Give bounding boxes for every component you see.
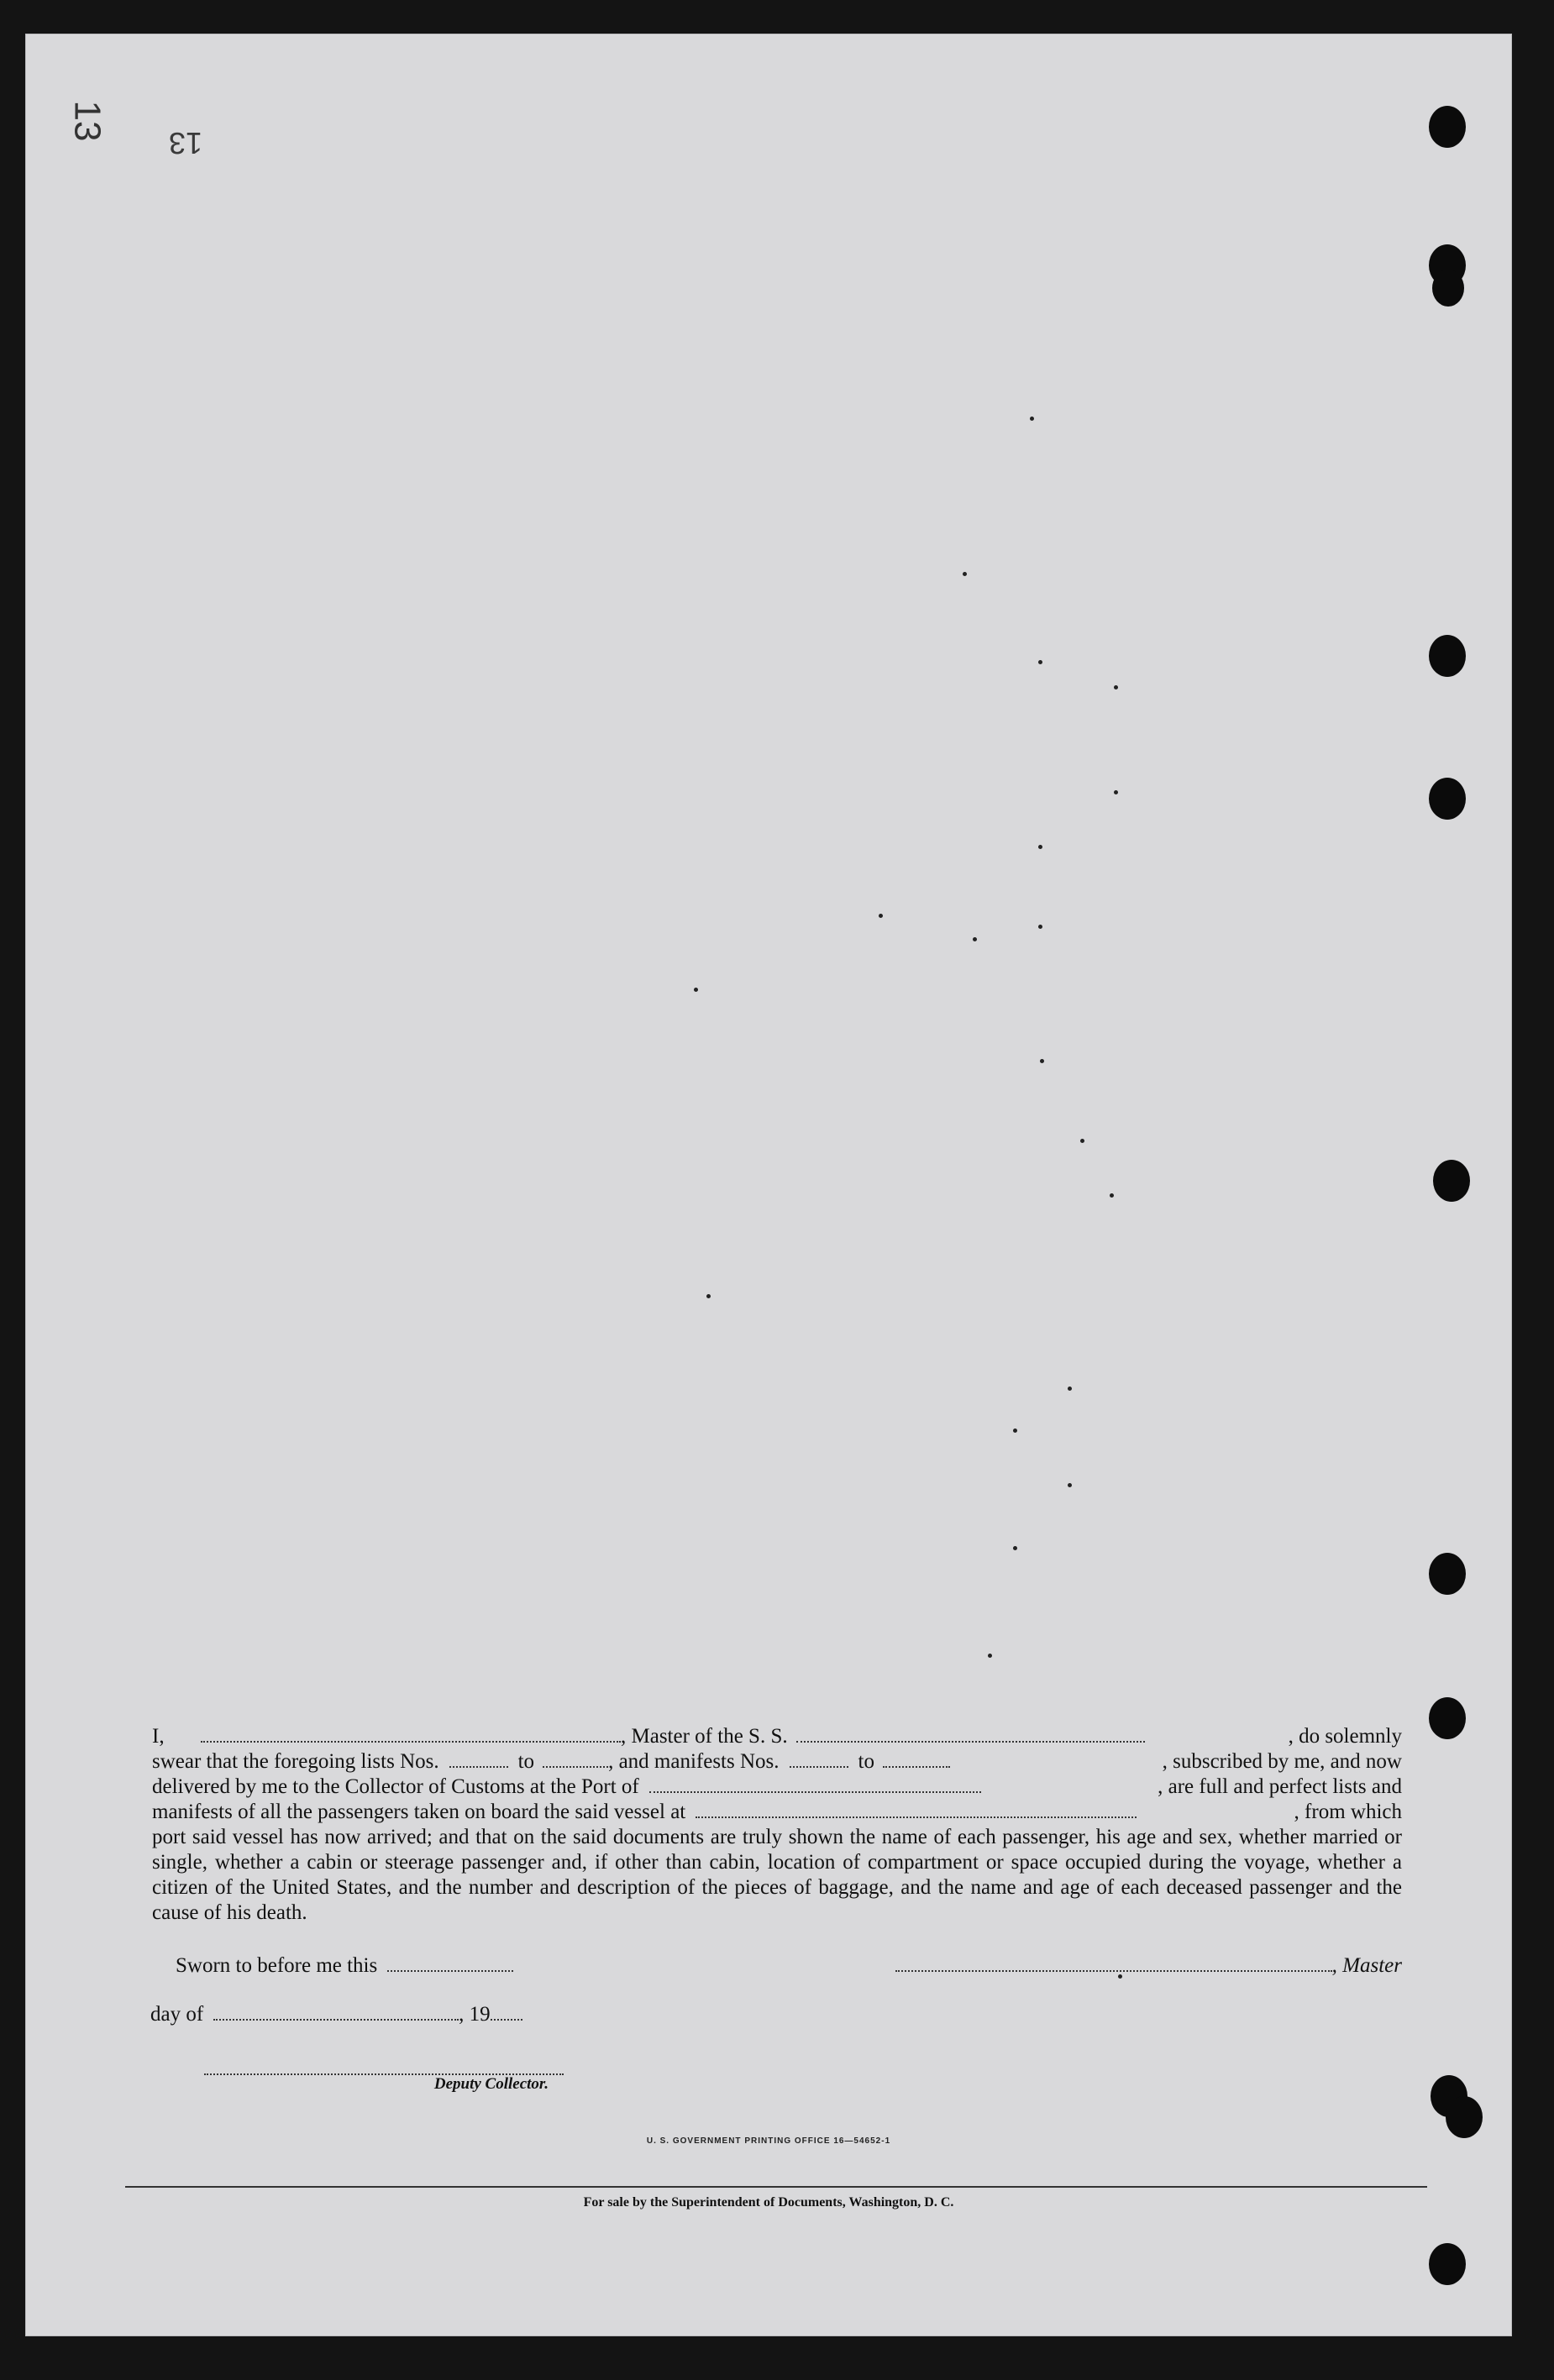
port-blank (649, 1775, 981, 1793)
oath-line-1 (152, 1724, 1402, 1749)
oath-line-2 (152, 1749, 1402, 1775)
manifest-from-blank (790, 1749, 848, 1768)
list-from-blank (449, 1749, 508, 1768)
oath-body: port said vessel has now arrived; and that on the said documents are truly shown the name of each passenger, his age and sex, whether married or single, whether a cabin or steerage passenger and, if other than cabin, location of compartment or space occupied during the voyage, whether a citizen of the United States, and the number and description of the pieces of baggage, and the name and age of each deceased passenger and the cause of his death. (152, 1826, 1402, 1924)
master-label: , Master (1331, 1954, 1402, 1977)
printing-office-imprint: U. S. GOVERNMENT PRINTING OFFICE 16—54652-1 (646, 2136, 891, 2146)
to-label-1: to (517, 1750, 535, 1773)
master-name-blank (201, 1724, 621, 1743)
punch-hole-3 (1432, 270, 1464, 307)
sworn-row (176, 1953, 1402, 1978)
day-of-label: day of (150, 2003, 204, 2026)
year-blank (491, 2002, 522, 2021)
delivered-label: delivered by me to the Collector of Customs at the Port of (152, 1775, 639, 1798)
for-sale-notice: For sale by the Superintendent of Documents, Washington, D. C. (583, 2195, 954, 2210)
master-of-label: , Master of the S. S. (621, 1725, 788, 1748)
footer-rule (125, 2186, 1427, 2188)
and-manifests-label: , and manifests Nos. (608, 1750, 780, 1773)
master-signature-blank (895, 1953, 1332, 1972)
punch-hole-7 (1429, 1553, 1466, 1595)
solemnly-label: , do solemnly (1288, 1725, 1402, 1748)
corner-page-number: 13 (66, 100, 108, 142)
day-of-blank (213, 2002, 459, 2021)
from-which-label: , from which (1294, 1801, 1402, 1823)
list-to-blank (543, 1749, 608, 1768)
ship-name-blank (796, 1724, 1145, 1743)
oath-i-label: I, (152, 1725, 165, 1748)
punch-hole-1 (1429, 106, 1466, 148)
oath-paragraph (152, 1724, 1402, 1926)
oath-line-4 (152, 1800, 1402, 1825)
punch-hole-6 (1433, 1160, 1470, 1202)
to-label-2: to (858, 1750, 874, 1773)
punch-hole-10 (1446, 2096, 1483, 2138)
swear-lists-label: swear that the foregoing lists Nos. (152, 1750, 439, 1773)
manifest-to-blank (883, 1749, 950, 1768)
are-full-label: , are full and perfect lists and (1158, 1775, 1402, 1798)
manifests-taken-label: manifests of all the passengers taken on board the said vessel at (152, 1801, 686, 1823)
pencil-page-number: 13 (169, 126, 203, 160)
punch-hole-4 (1429, 635, 1466, 677)
sworn-date-blank (387, 1953, 513, 1972)
day-row (150, 2002, 522, 2026)
manifest-page (25, 34, 1512, 2336)
year-label: , 19 (459, 2003, 491, 2026)
punch-hole-8 (1429, 1697, 1466, 1739)
punch-hole-11 (1429, 2243, 1466, 2285)
deputy-collector-label: Deputy Collector. (433, 2075, 549, 2093)
subscribed-label: , subscribed by me, and now (1162, 1750, 1402, 1773)
embark-port-blank (696, 1800, 1137, 1818)
punch-hole-5 (1429, 778, 1466, 820)
sworn-label: Sworn to before me this (176, 1954, 378, 1977)
oath-line-3 (152, 1775, 1402, 1800)
